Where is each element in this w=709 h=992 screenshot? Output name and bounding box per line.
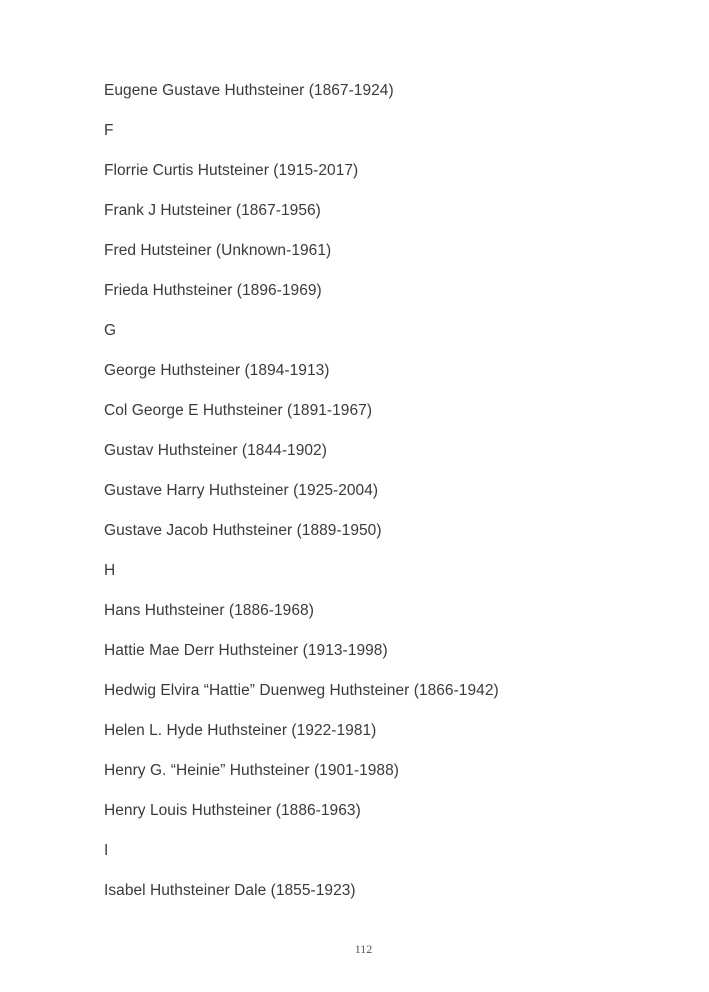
- index-entry: Hattie Mae Derr Huthsteiner (1913-1998): [104, 642, 388, 659]
- index-entry: Gustave Jacob Huthsteiner (1889-1950): [104, 522, 382, 539]
- index-entry: Frieda Huthsteiner (1896-1969): [104, 282, 322, 299]
- index-letter-heading: G: [104, 322, 117, 339]
- index-entry: George Huthsteiner (1894-1913): [104, 362, 330, 379]
- index-entry: Gustave Harry Huthsteiner (1925-2004): [104, 482, 379, 499]
- page-number: 112: [354, 942, 373, 956]
- index-entry: Isabel Huthsteiner Dale (1855-1923): [104, 882, 356, 899]
- index-entry: Hans Huthsteiner (1886-1968): [104, 602, 314, 619]
- index-entry: Henry G. “Heinie” Huthsteiner (1901-1988): [104, 762, 399, 779]
- index-entry: Fred Hutsteiner (Unknown-1961): [104, 242, 332, 259]
- index-entry: Col George E Huthsteiner (1891-1967): [104, 402, 373, 419]
- index-letter-heading: F: [104, 122, 114, 139]
- index-letter-heading: H: [104, 562, 116, 579]
- name-index-list: [104, 81, 499, 921]
- index-entry: Henry Louis Huthsteiner (1886-1963): [104, 802, 361, 819]
- index-entry: Florrie Curtis Hutsteiner (1915-2017): [104, 162, 359, 179]
- index-entry: Helen L. Hyde Huthsteiner (1922-1981): [104, 722, 377, 739]
- index-entry: Hedwig Elvira “Hattie” Duenweg Huthsteiner (1866-1942): [104, 682, 499, 699]
- index-entry: Frank J Hutsteiner (1867-1956): [104, 202, 321, 219]
- index-letter-heading: I: [104, 842, 109, 859]
- index-entry: Gustav Huthsteiner (1844-1902): [104, 442, 327, 459]
- index-entry: Eugene Gustave Huthsteiner (1867-1924): [104, 82, 394, 99]
